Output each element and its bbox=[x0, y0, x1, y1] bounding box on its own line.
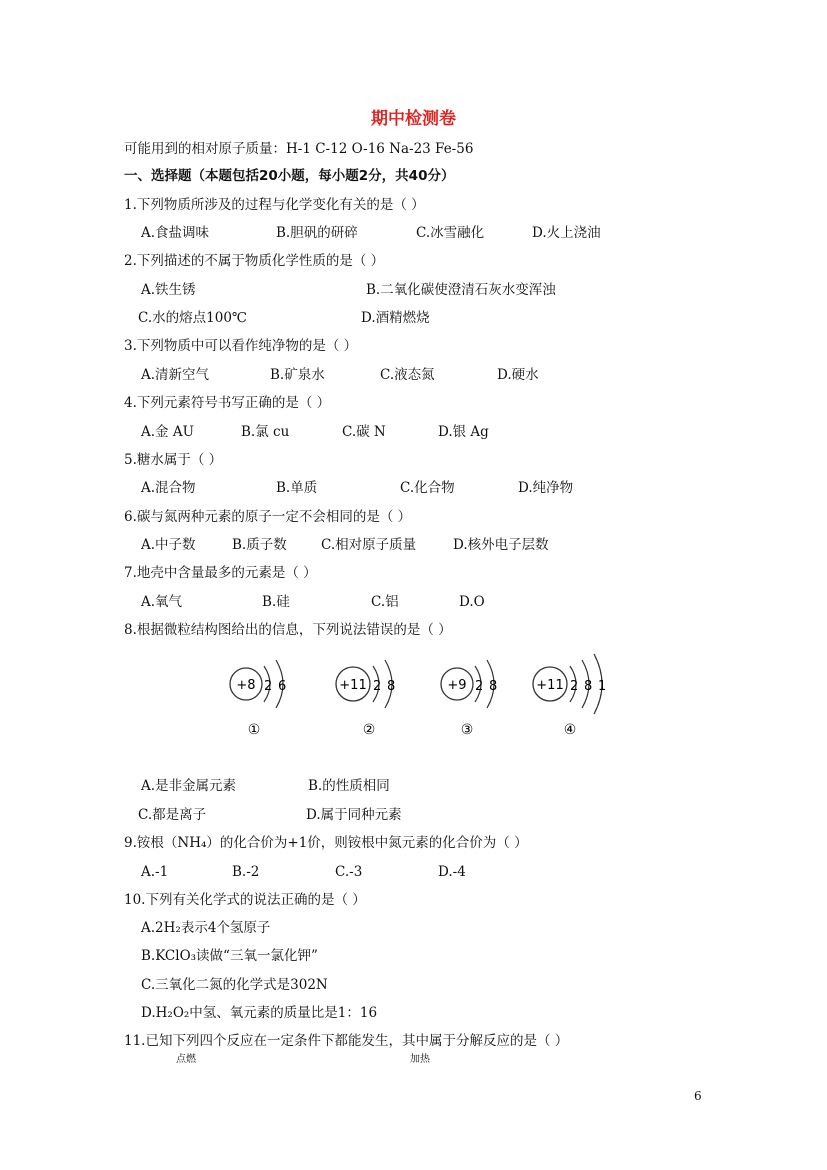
svg-text:2: 2 bbox=[570, 679, 579, 694]
option: C.水的熔点100℃ bbox=[138, 310, 248, 326]
option: C.都是离子 bbox=[138, 807, 207, 823]
svg-text:2: 2 bbox=[264, 679, 273, 694]
option: A.中子数 bbox=[141, 537, 196, 553]
option: B.矿泉水 bbox=[270, 367, 325, 383]
question-stem: 10.下列有关化学式的说法正确的是（ ） bbox=[124, 892, 366, 908]
atom-diagram-3 bbox=[437, 650, 517, 740]
page-number: 6 bbox=[694, 1089, 702, 1103]
question-stem: 4.下列元素符号书写正确的是（ ） bbox=[124, 395, 331, 411]
option: D.酒精燃烧 bbox=[361, 310, 430, 326]
option: A.铁生锈 bbox=[141, 282, 196, 298]
question-stem: 2.下列描述的不属于物质化学性质的是（ ） bbox=[124, 253, 385, 269]
svg-text:③: ③ bbox=[460, 722, 474, 738]
option: C.相对原子质量 bbox=[321, 537, 417, 553]
option: D.O bbox=[459, 594, 485, 610]
option: D.火上浇油 bbox=[532, 225, 601, 241]
option: D.-4 bbox=[438, 864, 466, 880]
atom-diagram-2 bbox=[333, 650, 413, 740]
option: B.硅 bbox=[262, 594, 290, 610]
option: A.混合物 bbox=[141, 480, 196, 496]
option: C.铝 bbox=[371, 594, 399, 610]
option: B.KClO₃读做“三氧一氯化钾” bbox=[141, 948, 318, 964]
option: D.H₂O₂中氢、氧元素的质量比是1：16 bbox=[141, 1005, 378, 1021]
option: A.-1 bbox=[141, 864, 169, 880]
option: C.碳 N bbox=[342, 424, 386, 440]
condition-label: 点燃 bbox=[176, 1054, 196, 1065]
option: C.三氧化二氮的化学式是302N bbox=[141, 977, 328, 993]
option: D.属于同种元素 bbox=[306, 807, 402, 823]
svg-text:1: 1 bbox=[598, 679, 607, 694]
option: D.硬水 bbox=[497, 367, 539, 383]
question-stem: 5.糖水属于（ ） bbox=[124, 452, 223, 468]
svg-text:8: 8 bbox=[584, 679, 593, 694]
option: B.氯 cu bbox=[241, 424, 290, 440]
option: D.银 Ag bbox=[438, 424, 489, 440]
svg-text:2: 2 bbox=[373, 679, 382, 694]
option: A.食盐调味 bbox=[141, 225, 210, 241]
atom-diagram-1 bbox=[226, 650, 306, 740]
option: B.二氧化碳使澄清石灰水变浑浊 bbox=[366, 282, 556, 298]
question-stem: 6.碳与氮两种元素的原子一定不会相同的是（ ） bbox=[124, 509, 412, 525]
question-stem: 3.下列物质中可以看作纯净物的是（ ） bbox=[124, 338, 358, 354]
option: A.2H₂表示4个氢原子 bbox=[141, 920, 271, 936]
atom-diagram-4 bbox=[530, 650, 620, 740]
svg-text:+8: +8 bbox=[236, 678, 256, 693]
option: A.金 AU bbox=[141, 424, 194, 440]
condition-label: 加热 bbox=[410, 1054, 430, 1065]
question-stem: 7.地壳中含量最多的元素是（ ） bbox=[124, 565, 317, 581]
svg-text:+11: +11 bbox=[339, 678, 367, 693]
svg-text:8: 8 bbox=[387, 679, 396, 694]
option: B.的性质相同 bbox=[308, 778, 390, 794]
option: A.清新空气 bbox=[141, 367, 210, 383]
svg-text:①: ① bbox=[247, 722, 261, 738]
svg-text:②: ② bbox=[362, 722, 376, 738]
question-stem: 11.已知下列四个反应在一定条件下都能发生，其中属于分解反应的是（ ） bbox=[124, 1033, 569, 1049]
option: D.纯净物 bbox=[518, 480, 574, 496]
option: A.是非金属元素 bbox=[141, 778, 237, 794]
question-stem: 9.铵根（NH₄）的化合价为+1价，则铵根中氮元素的化合价为（ ） bbox=[124, 835, 528, 851]
option: B.单质 bbox=[276, 480, 318, 496]
svg-text:+9: +9 bbox=[447, 678, 467, 693]
option: B.胆矾的研碎 bbox=[276, 225, 358, 241]
option: C.冰雪融化 bbox=[416, 225, 485, 241]
question-stem: 8.根据微粒结构图给出的信息，下列说法错误的是（ ） bbox=[124, 622, 452, 638]
option: C.化合物 bbox=[400, 480, 455, 496]
svg-text:2: 2 bbox=[475, 679, 484, 694]
svg-text:6: 6 bbox=[278, 679, 287, 694]
section-heading: 一、选择题（本题包括20小题，每小题2分，共40分） bbox=[124, 168, 455, 184]
option: A.氧气 bbox=[141, 594, 183, 610]
svg-text:+11: +11 bbox=[536, 678, 564, 693]
option: C.液态氮 bbox=[380, 367, 435, 383]
option: C.-3 bbox=[335, 864, 363, 880]
option: B.质子数 bbox=[232, 537, 287, 553]
svg-text:④: ④ bbox=[563, 722, 577, 738]
question-stem: 1.下列物质所涉及的过程与化学变化有关的是（ ） bbox=[124, 197, 425, 213]
page-title: 期中检测卷 bbox=[371, 109, 456, 129]
option: B.-2 bbox=[232, 864, 260, 880]
svg-text:8: 8 bbox=[489, 679, 498, 694]
option: D.核外电子层数 bbox=[453, 537, 549, 553]
relative-mass-note: 可能用到的相对原子质量：H-1 C-12 O-16 Na-23 Fe-56 bbox=[124, 141, 474, 157]
